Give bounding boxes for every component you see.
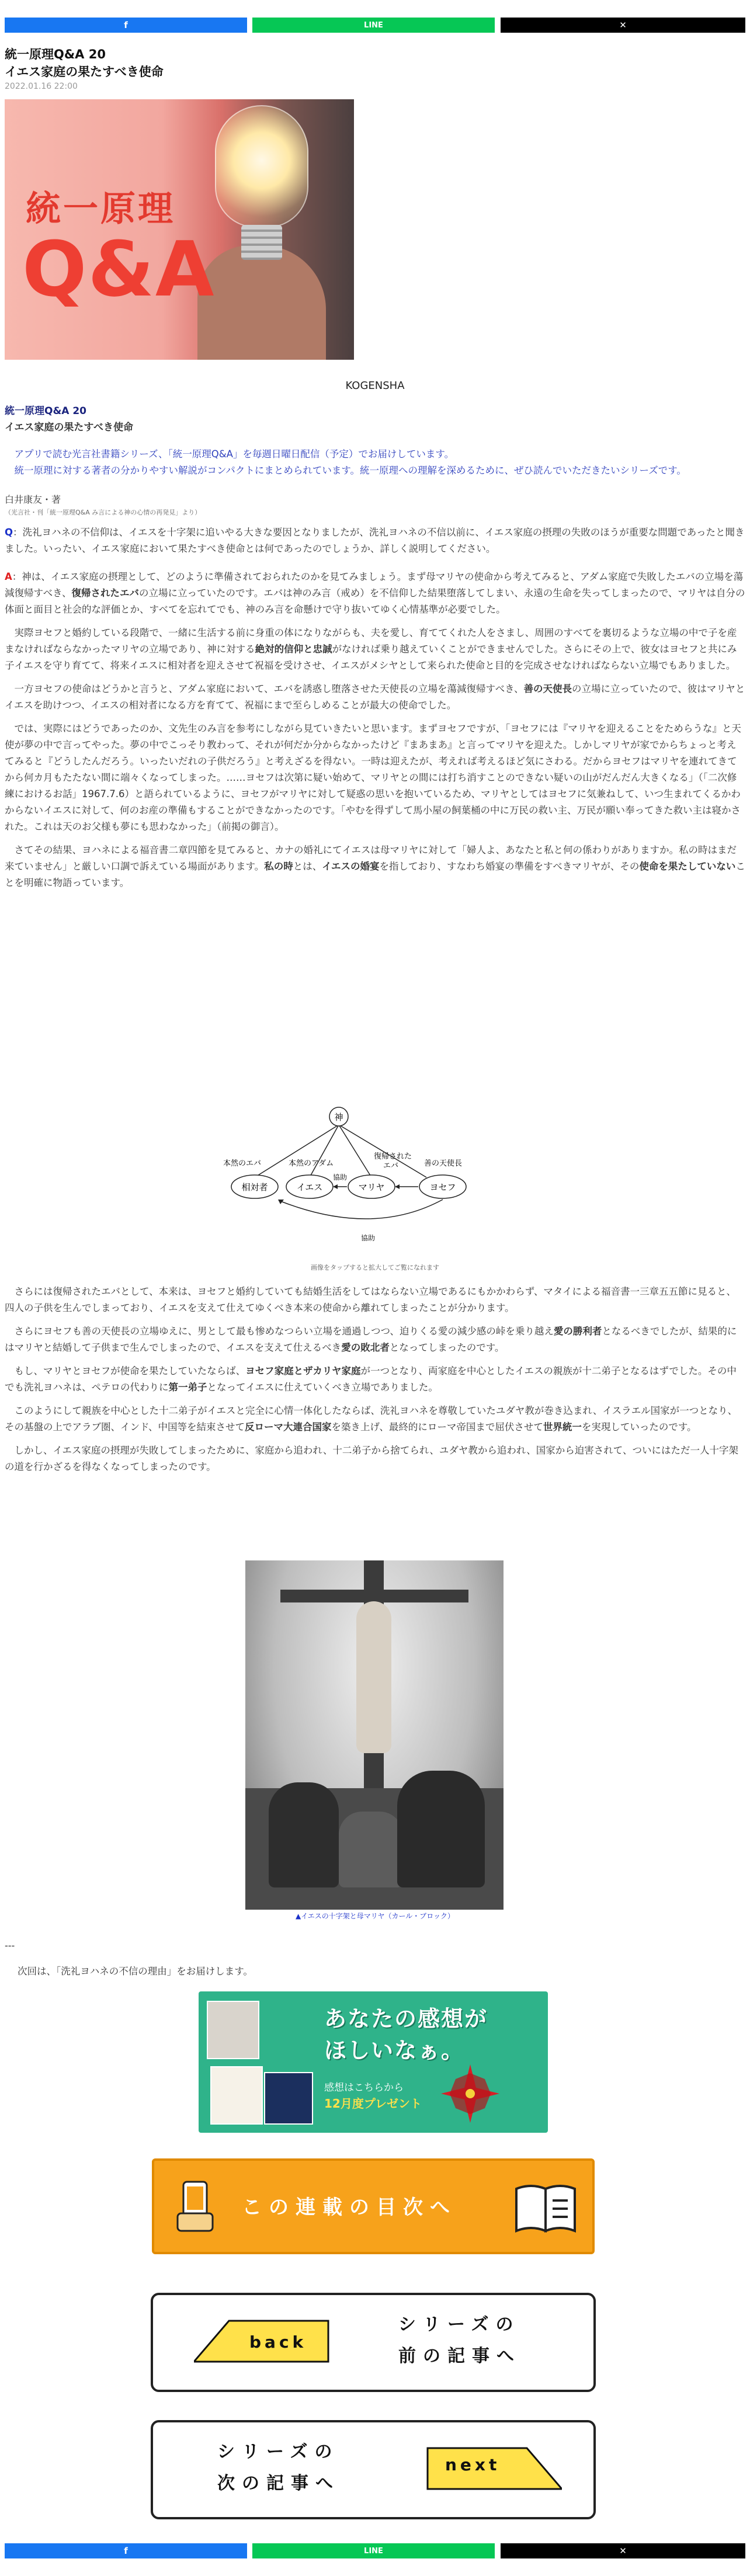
- answer-bold-1: 復帰されたエバ: [71, 587, 140, 599]
- next-arrow-icon: [422, 2442, 562, 2501]
- x-icon: ✕: [619, 20, 627, 30]
- share-bar-top: [0, 18, 750, 33]
- line-god-to-mary: [339, 1125, 371, 1177]
- open-book-icon: [511, 2178, 581, 2237]
- next-article-label: [217, 2436, 340, 2499]
- god-label: 神: [334, 1112, 343, 1122]
- p7-text-2: となるべきでしたが、結果的にはマリヤと結婚して子供まで生んでしまったので、イエスを支えて仕えるべき: [5, 1326, 737, 1353]
- hero-text-line1: 統一原理: [26, 189, 175, 230]
- figure-on-cross: [356, 1601, 391, 1753]
- feedback-banner[interactable]: [199, 1991, 548, 2133]
- intro-line1: アプリで読む光言社書籍シリーズ、「統一原理Q&A」を毎週日曜日配信（予定）でお届けしています。: [14, 449, 454, 460]
- cross-horizontal: [280, 1590, 468, 1602]
- x-share-button-bottom[interactable]: [501, 2543, 745, 2558]
- mourner-figure-left: [269, 1782, 339, 1887]
- back-arrow-icon: [194, 2315, 334, 2373]
- couple-photo: [207, 2001, 259, 2059]
- mourner-figure-center: [339, 1812, 403, 1887]
- hand-graphic: [197, 245, 326, 360]
- label-adam: 本然のアダム: [289, 1159, 334, 1168]
- p8-bold-2: 第一弟子: [168, 1382, 207, 1393]
- arrow-joseph-to-partner: [279, 1200, 443, 1219]
- book-cover-1: [210, 2066, 263, 2125]
- label-restored-eve-1: 復帰された: [374, 1152, 412, 1161]
- paragraph-4: では、実際にはどうであったのか、文先生のみ言を参考にしながら見ていきたいと思います。まずヨセフですが、「ヨセフには『マリヤを迎えることをためらうな』と天使が夢の中で言ってやった。夢の中でこっそり教わって、それが何だか分からなかったけど『まあまあ』と言ってマリヤを迎えた。しかしマリヤが家でからちょっと考えてみると『どうしたんだろう。いったいだれの子供だろう』と考えざるを得ない。一時は迎えたが、考えれば考えるほど気にさわる。だからヨセフはマリヤを連れてきてから何カ月もたたない間に端々くなってしまった。……ヨセフは次第に疑い始めて、マリヤとの間には打ち消すことのできない疑いの山がだんだん大きくなる」（「二次修練におけるお話」1967.7.6）と語られているように、ヨセフがマリヤに対して疑惑の思いを抱いているため、マリヤとしてはヨセフに気兼ねして、いつ生まれてくるかわからないイエスに対して、何のお産の準備もすることができなかったのです。「やむを得ずして馬小屋の飼葉桶の中に万民の救い主、万民が願い奉ってきた救い主は寝かされた。これは天のお父様も夢にも思わなかった」（前掲の御言）。: [5, 723, 741, 832]
- light-bulb-icon: [215, 105, 308, 228]
- article-date: 2022.01.16 22:00: [5, 82, 78, 91]
- p3-bold: 善の天使長: [523, 683, 572, 694]
- p9-text-2: を築き上げ、最終的にローマ帝国まで屈伏させて: [331, 1421, 543, 1433]
- answer-text-2: の立場に立っていたのです。エバは神のみ言（戒め）を不信仰した結果堕落してしまい、永遠の生命を失ってしまったので、マリヤは自分の体面と面目と社会的な評価とか、すべてを忘れてでも、神のみ言を命懸けで守り抜いてゆく心情基準が必要でした。: [5, 587, 745, 615]
- line-god-to-partner: [255, 1125, 339, 1177]
- p8-text-2: が一つとなり、両家庭を中心としたイエスの親族が十二弟子となるはずでした。その中でも洗礼ヨハネは、ペテロの代わりに: [5, 1365, 737, 1393]
- back-arrow-text: back: [249, 2332, 307, 2352]
- p5-text-4: ことを明確に物語っています。: [5, 861, 745, 888]
- p3-text-1: 一方ヨセフの使命はどうかと言うと、アダム家庭において、エバを誘惑し堕落させた天使長の立場を蕩減復帰すべき、: [14, 683, 524, 694]
- line-god-to-joseph: [339, 1125, 426, 1177]
- article-body: [5, 403, 745, 898]
- answer-mark: A: [5, 571, 12, 582]
- next-article-line1: シリーズの: [217, 2442, 339, 2462]
- p5-bold-3: 使命を果たしていない: [639, 861, 736, 872]
- article-body-continued: [5, 1284, 745, 1482]
- hero-text-line2: Q&A: [22, 225, 216, 314]
- intro-line2: 統一原理に対する著者の分かりやすい解説がコンパクトにまとめられています。統一原理への理解を深めるために、ぜひ読んでいただきたいシリーズです。: [14, 465, 686, 476]
- label-archangel: 善の天使長: [424, 1159, 463, 1168]
- p7-bold-2: 愛の敗北者: [341, 1342, 390, 1353]
- mourner-figure-right: [397, 1771, 485, 1887]
- body-heading-line2: イエス家庭の果たすべき使命: [5, 422, 133, 433]
- paragraph-3: [5, 681, 745, 714]
- previous-article-label: [398, 2309, 521, 2372]
- feedback-title: [324, 2003, 488, 2066]
- article-title-line1: 統一原理Q&A 20: [5, 47, 106, 61]
- painting-caption: ▲イエスの十字架と母マリヤ（カール・ブロック）: [295, 1912, 455, 1920]
- answer-text-1: ：神は、イエス家庭の摂理として、どのように準備されておられたのかを見てみましょう。まず母マリヤの使命から考えてみると、アダム家庭で失敗したエバの立場を蕩減復帰すべき、: [5, 571, 744, 599]
- facebook-icon: f: [124, 2546, 128, 2556]
- paragraph-6: さらには復帰されたエバとして、本来は、ヨセフと婚約していても結婚生活をしてはならない立場であるにもかかわらず、マタイによる福音書一三章五五節に見ると、四人の子供を生んでしまっており、イエスを支えて仕えてゆくべき本来の使命から離れてしまったことが分かります。: [5, 1286, 737, 1313]
- jesus-label: イエス: [296, 1182, 323, 1193]
- label-eve: 本然のエバ: [223, 1159, 262, 1168]
- feedback-title-line2: ほしいなぁ。: [324, 2038, 465, 2063]
- p7-text-3: となってしまったのです。: [389, 1342, 505, 1353]
- share-bar-bottom: [0, 2543, 750, 2558]
- mary-label: マリヤ: [358, 1182, 385, 1193]
- p8-text-1: もし、マリヤとヨセフが使命を果たしていたならば、: [14, 1365, 246, 1376]
- paragraph-8: [5, 1363, 745, 1396]
- x-icon: ✕: [619, 2546, 627, 2556]
- p8-text-3: となってイエスに仕えていくべき立場でありました。: [207, 1382, 438, 1393]
- label-cooperate-1: 協助: [333, 1173, 348, 1181]
- p7-bold: 愛の勝利者: [553, 1326, 602, 1337]
- previous-article-line2: 前の記事へ: [398, 2346, 521, 2366]
- p8-bold-1: ヨセフ家庭とザカリヤ家庭: [245, 1365, 361, 1376]
- facebook-share-button-bottom[interactable]: [5, 2543, 247, 2558]
- arrowhead-mary-jesus: [333, 1184, 338, 1189]
- table-of-contents-banner[interactable]: [152, 2158, 595, 2254]
- paragraph-5: [5, 842, 745, 891]
- paragraph-2: [5, 625, 745, 674]
- bulb-base-graphic: [241, 225, 282, 260]
- source-note: （光言社・刊「統一原理Q&A み言による神の心情の再発見」より）: [5, 509, 202, 516]
- image-credit: KOGENSHA: [345, 380, 405, 392]
- previous-article-button[interactable]: [151, 2293, 596, 2392]
- article-title-line2: イエス家庭の果たすべき使命: [5, 65, 164, 79]
- paragraph-10: しかし、イエス家庭の摂理が失敗してしまったために、家庭から追われ、十二弟子から捨てられ、ユダヤ教から追われ、国家から迫害されて、ついにはただ一人十字架の道を行かざるを得なくなってしまったのです。: [5, 1445, 738, 1472]
- p3-text-2: の立場に立っていたので、彼はマリヤとイエスを助けつつ、イエスの相対者になる方を育てて、祝福にまで至らしめることが最大の使命でした。: [5, 683, 745, 711]
- p5-text-2: とは、: [293, 861, 322, 872]
- hero-image: [5, 99, 354, 360]
- article-header: [5, 46, 414, 92]
- book-cover-2: [264, 2072, 313, 2125]
- facebook-share-button[interactable]: [5, 18, 247, 33]
- joseph-label: ヨセフ: [429, 1182, 456, 1193]
- arrowhead-joseph-mary: [395, 1184, 400, 1189]
- p7-text-1: さらにヨセフも善の天使長の立場ゆえに、男として最も惨めなつらい立場を通過しつつ、迫りくる愛の減少感の峠を乗り越え: [14, 1326, 554, 1337]
- p9-text-1: このようにして親族を中心とした十二弟子がイエスと完全に心情一体化したならば、洗礼ヨハネを尊敬していたユダヤ教が巻き込まれ、イスラエル国家が一つとなり、その基盤の上でアラブ圏、インド、中国等を結束させて: [5, 1405, 738, 1433]
- question-paragraph: [5, 524, 745, 557]
- paragraph-7: [5, 1323, 745, 1356]
- table-of-contents-label: この連載の目次へ: [242, 2196, 457, 2219]
- label-restored-eve-2: エバ: [383, 1162, 399, 1170]
- p9-bold-2: 世界統一: [543, 1421, 582, 1433]
- line-share-button[interactable]: [252, 18, 495, 33]
- p9-text-3: を実現していったのです。: [581, 1421, 697, 1433]
- body-heading-line1: 統一原理Q&A 20: [5, 405, 87, 417]
- p2-text-1: 実際ヨセフと婚約している段階で、一緒に生活する前に身重の体になりながらも、夫を愛し、育ててくれた人をさまし、周囲のすべてを裏切るような立場の中で子を産まなければならなかったマリヤの立場であり、神に対する: [5, 627, 737, 655]
- p9-bold-1: 反ローマ大連合国家: [245, 1421, 332, 1433]
- p2-text-2: がなければ乗り越えていくことができませんでした。さらにその上で、彼女はヨセフと共にみ子イエスを守り育てて、将来イエスに相対者を迎えさせて祝福を受けさせ、イエスがメシヤとして来られた使命と目的を完成させなければならない立場でもありました。: [5, 644, 737, 671]
- diagram-caption: 画像をタップすると拡大してご覧になれます: [311, 1264, 439, 1271]
- line-share-label-bottom: LINE: [364, 2546, 383, 2556]
- p5-bold-1: 私の時: [264, 861, 293, 872]
- p5-text-3: を指しており、すなわち婚宴の準備をすべきマリヤが、その: [379, 861, 640, 872]
- next-arrow-text: next: [445, 2455, 501, 2474]
- partner-label: 相対者: [241, 1182, 268, 1193]
- p5-text-1: さてその結果、ヨハネによる福音書二章四節を見てみると、カナの婚礼にてイエスは母マリヤに対して「婦人よ、あなたと私と何の係わりがありますか。私の時はまだ来ていません」と厳しい口調で訴えている場面があります。: [5, 844, 737, 872]
- poinsettia-icon: [438, 2062, 502, 2126]
- line-share-label: LINE: [364, 20, 383, 30]
- question-text: ：洗礼ヨハネの不信仰は、イエスを十字架に追いやる大きな要因となりましたが、洗礼ヨハネの不信以前に、イエス家庭の摂理の失敗のほうが重要な問題であったと聞きました。いったい、イエス家庭において果たすべき使命とは何であったのでしょうか、詳しく説明してください。: [5, 527, 745, 554]
- feedback-link-text: 感想はこちらから: [324, 2082, 404, 2094]
- line-share-button-bottom[interactable]: [252, 2543, 495, 2558]
- p5-bold-2: イエスの婚宴: [322, 861, 380, 872]
- feedback-present-text: 12月度プレゼント: [324, 2097, 422, 2111]
- author: 白井康友・著: [5, 494, 61, 505]
- x-share-button[interactable]: [501, 18, 745, 33]
- paragraph-9: [5, 1403, 745, 1435]
- relationship-diagram[interactable]: [186, 1100, 536, 1258]
- section-divider: ---: [5, 1940, 15, 1951]
- previous-article-line1: シリーズの: [398, 2314, 520, 2335]
- label-cooperate-2: 協助: [361, 1234, 376, 1242]
- next-article-button[interactable]: [151, 2420, 596, 2519]
- phone-icon: [172, 2178, 218, 2237]
- p2-bold: 絶対的信仰と忠誠: [255, 644, 332, 655]
- crucifixion-painting[interactable]: [245, 1560, 504, 1910]
- facebook-icon: f: [124, 20, 128, 30]
- next-episode-notice: 次回は、「洗礼ヨハネの不信の理由」をお届けします。: [18, 1966, 253, 1977]
- answer-paragraph: [5, 569, 745, 618]
- next-article-line2: 次の記事へ: [217, 2473, 340, 2494]
- line-god-to-jesus: [310, 1125, 339, 1177]
- question-mark: Q: [5, 527, 13, 538]
- feedback-title-line1: あなたの感想が: [324, 2006, 488, 2032]
